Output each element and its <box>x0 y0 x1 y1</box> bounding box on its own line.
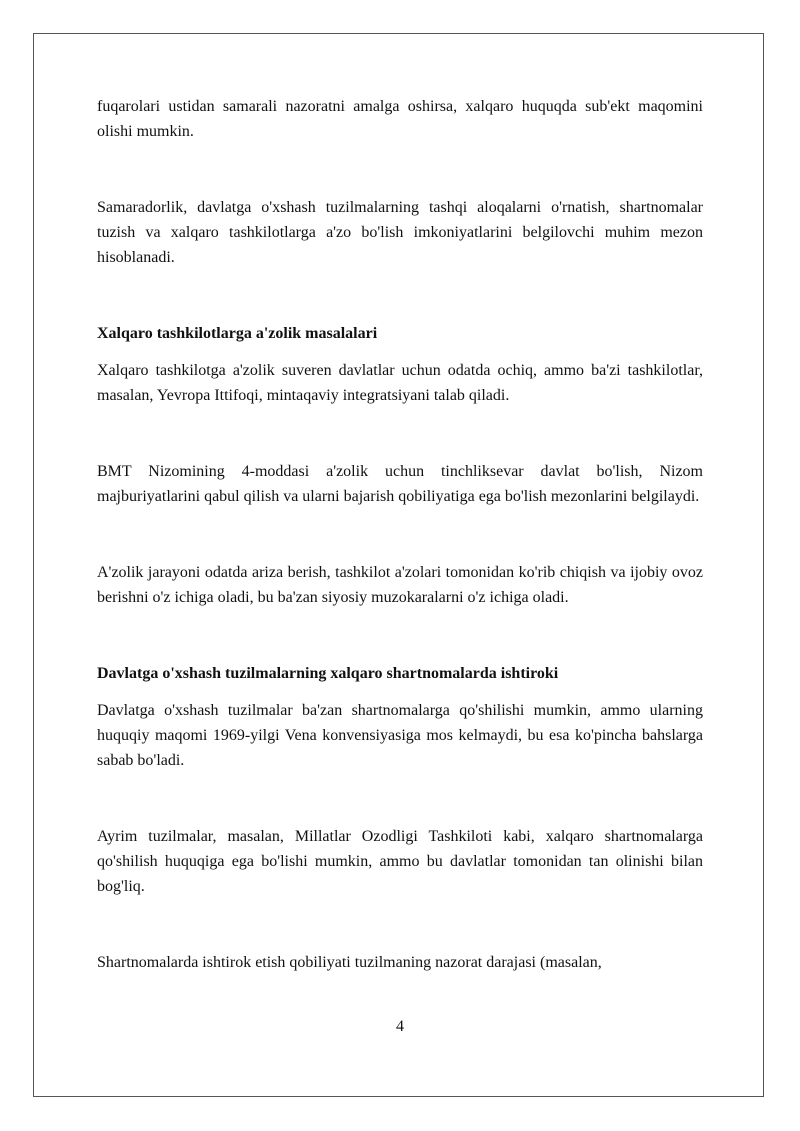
section-heading-treaties: Davlatga o'xshash tuzilmalarning xalqaro shartnomalarda ishtiroki <box>97 665 559 682</box>
paragraph-2: Samaradorlik, davlatga o'xshash tuzilmalarning tashqi aloqalarni o'rnatish, shartnomalar tuzish va xalqaro tashkilotlarga a'zo bo'lish imkoniyatlarini belgilovchi muhim mezon hisoblanadi. <box>97 199 703 266</box>
page-number: 4 <box>396 1018 404 1035</box>
paragraph-6: Davlatga o'xshash tuzilmalar ba'zan shartnomalarga qo'shilishi mumkin, ammo ularning huquqiy maqomi 1969-yilgi Vena konvensiyasiga mos kelmaydi, bu esa ko'pincha bahslarga sabab bo'ladi. <box>97 702 703 769</box>
paragraph-8: Shartnomalarda ishtirok etish qobiliyati tuzilmaning nazorat darajasi (masalan, <box>97 954 602 971</box>
paragraph-5: A'zolik jarayoni odatda ariza berish, tashkilot a'zolari tomonidan ko'rib chiqish va ijobiy ovoz berishni o'z ichiga oladi, bu ba'zan siyosiy muzokaralarni o'z ichiga oladi. <box>97 564 703 606</box>
section-heading-membership: Xalqaro tashkilotlarga a'zolik masalalari <box>97 325 378 342</box>
paragraph-3: Xalqaro tashkilotga a'zolik suveren davlatlar uchun odatda ochiq, ammo ba'zi tashkilotlar, masalan, Yevropa Ittifoqi, mintaqaviy integratsiyani talab qiladi. <box>97 362 703 404</box>
page-content <box>97 94 703 975</box>
paragraph-1: fuqarolari ustidan samarali nazoratni amalga oshirsa, xalqaro huquqda sub'ekt maqomini olishi mumkin. <box>97 98 703 140</box>
paragraph-7: Ayrim tuzilmalar, masalan, Millatlar Ozodligi Tashkiloti kabi, xalqaro shartnomalarga qo'shilish huquqiga ega bo'lishi mumkin, ammo bu davlatlar tomonidan tan olinishi bilan bog'liq. <box>97 828 703 895</box>
paragraph-4: BMT Nizomining 4-moddasi a'zolik uchun tinchliksevar davlat bo'lish, Nizom majburiyatlarini qabul qilish va ularni bajarish qobiliyatiga ega bo'lish mezonlarini belgilaydi. <box>97 463 703 505</box>
